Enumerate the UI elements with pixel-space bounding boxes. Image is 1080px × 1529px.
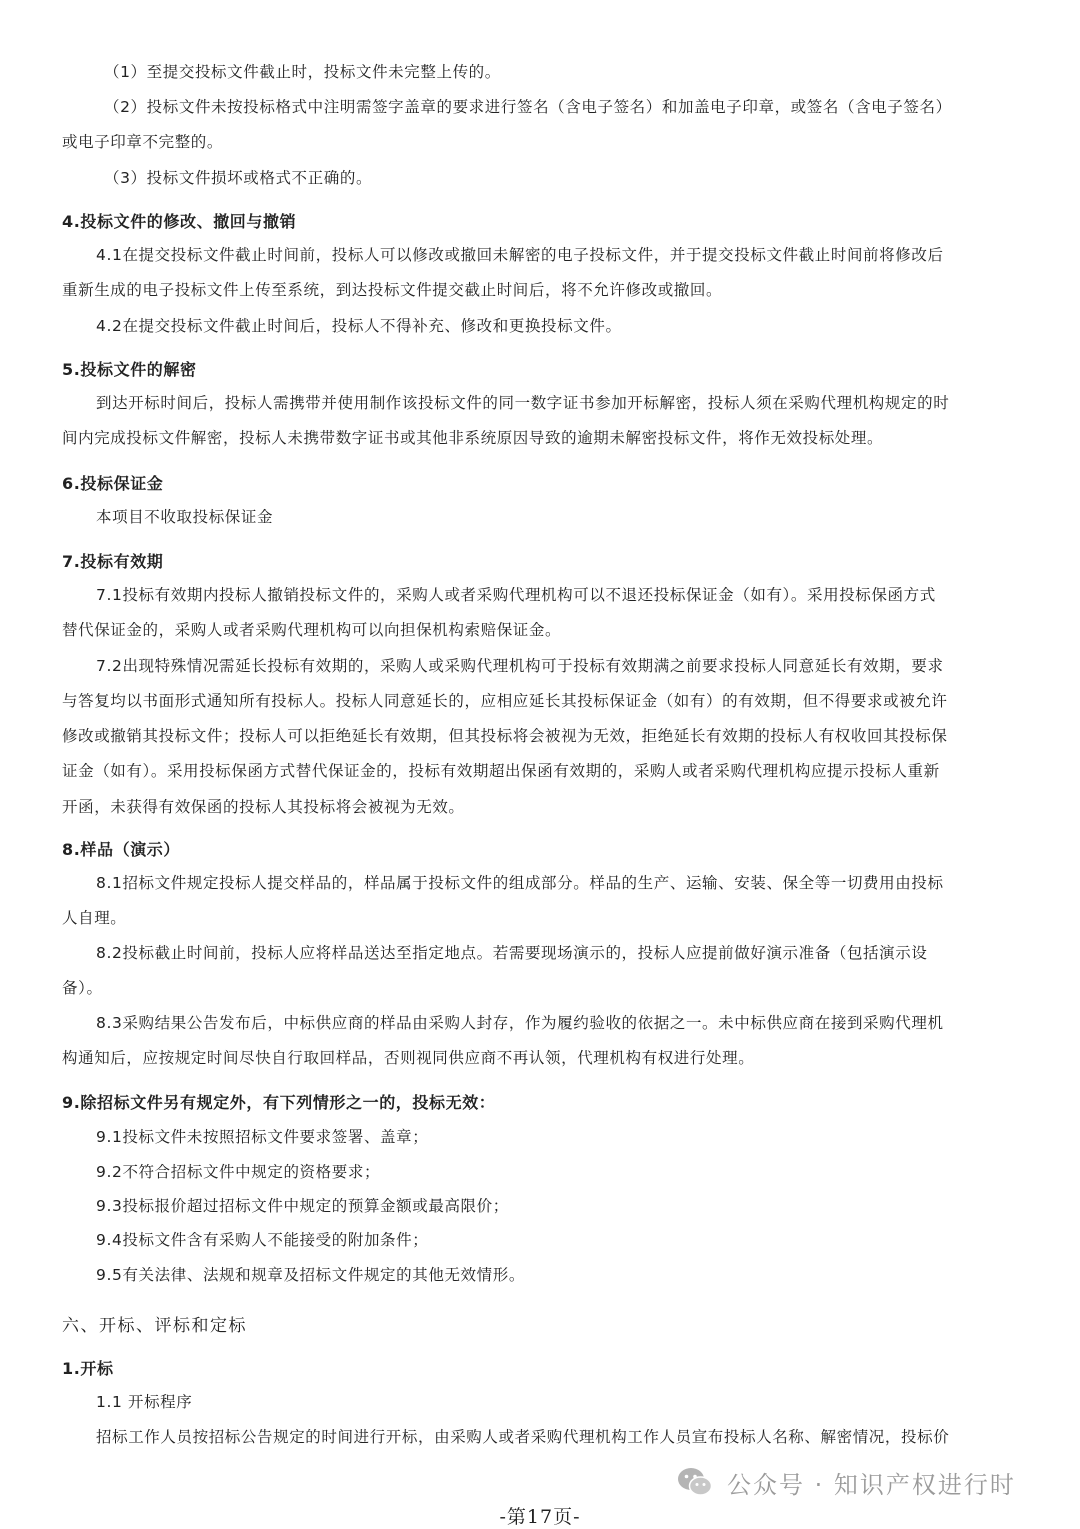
paragraph: 8.2投标截止时间前，投标人应将样品送达至指定地点。若需要现场演示的，投标人应提前做好演示准备（包括演示设 — [96, 944, 928, 962]
paragraph: 本项目不收取投标保证金 — [96, 508, 274, 526]
paragraph: 构通知后，应按规定时间尽快自行取回样品，否则视同供应商不再认领，代理机构有权进行处理。 — [62, 1049, 755, 1067]
paragraph: （1）至提交投标文件截止时，投标文件未完整上传的。 — [104, 63, 501, 81]
list-item: 9.1投标文件未按照招标文件要求签署、盖章； — [96, 1128, 429, 1146]
paragraph: 修改或撤销其投标文件；投标人可以拒绝延长有效期，但其投标将会被视为无效，拒绝延长有效期的投标人有权收回其投标保 — [62, 727, 948, 745]
paragraph: 8.3采购结果公告发布后，中标供应商的样品由采购人封存，作为履约验收的依据之一。未中标供应商在接到采购代理机 — [96, 1014, 944, 1032]
section-heading: 4.投标文件的修改、撤回与撤销 — [62, 212, 297, 231]
list-item: 9.3投标报价超过招标文件中规定的预算金额或最高限价； — [96, 1197, 509, 1215]
section-heading: 6.投标保证金 — [62, 474, 164, 493]
page-number: -第17页- — [499, 1506, 581, 1528]
paragraph: 开函，未获得有效保函的投标人其投标将会被视为无效。 — [62, 798, 465, 816]
paragraph: 重新生成的电子投标文件上传至系统，到达投标文件提交截止时间后，将不允许修改或撤回。 — [62, 281, 723, 299]
paragraph: 4.2在提交投标文件截止时间后，投标人不得补充、修改和更换投标文件。 — [96, 317, 622, 335]
paragraph: 替代保证金的，采购人或者采购代理机构可以向担保机构索赔保证金。 — [62, 621, 562, 639]
section-heading: 7.投标有效期 — [62, 552, 164, 571]
paragraph: 证金（如有）。采用投标保函方式替代保证金的，投标有效期超出保函有效期的，采购人或者采购代理机构应提示投标人重新 — [62, 762, 940, 780]
paragraph: （3）投标文件损坏或格式不正确的。 — [104, 169, 373, 187]
paragraph: 7.1投标有效期内投标人撤销投标文件的，采购人或者采购代理机构可以不退还投标保证金（如有）。采用投标保函方式 — [96, 586, 936, 604]
paragraph: 招标工作人员按招标公告规定的时间进行开标，由采购人或者采购代理机构工作人员宣布投标人名称、解密情况，投标价 — [96, 1428, 950, 1446]
list-item: 9.5有关法律、法规和规章及招标文件规定的其他无效情形。 — [96, 1266, 525, 1284]
paragraph: 或电子印章不完整的。 — [62, 133, 224, 151]
list-item: 9.4投标文件含有采购人不能接受的附加条件； — [96, 1231, 429, 1249]
paragraph: 备）。 — [62, 979, 103, 997]
watermark-text: 公众号 · 知识产权进行时 — [727, 1470, 1016, 1499]
paragraph: 与答复均以书面形式通知所有投标人。投标人同意延长的，应相应延长其投标保证金（如有）的有效期，但不得要求或被允许 — [62, 692, 948, 710]
paragraph: 间内完成投标文件解密，投标人未携带数字证书或其他非系统原因导致的逾期未解密投标文件，将作无效投标处理。 — [62, 429, 884, 447]
watermark — [675, 1462, 1016, 1502]
paragraph: 7.2出现特殊情况需延长投标有效期的，采购人或采购代理机构可于投标有效期满之前要求投标人同意延长有效期，要求 — [96, 657, 944, 675]
paragraph: （2）投标文件未按投标格式中注明需签字盖章的要求进行签名（含电子签名）和加盖电子印章，或签名（含电子签名） — [104, 98, 952, 116]
section-heading: 9.除招标文件另有规定外，有下列情形之一的，投标无效： — [62, 1093, 496, 1112]
wechat-icon — [675, 1462, 715, 1502]
list-item: 9.2不符合招标文件中规定的资格要求； — [96, 1163, 381, 1181]
paragraph: 到达开标时间后，投标人需携带并使用制作该投标文件的同一数字证书参加开标解密，投标人须在采购代理机构规定的时 — [96, 394, 950, 412]
chapter-heading: 六、开标、评标和定标 — [62, 1316, 247, 1336]
paragraph: 人自理。 — [62, 909, 127, 927]
subsection-heading: 1.1 开标程序 — [96, 1393, 193, 1411]
section-heading: 8.样品（演示） — [62, 840, 181, 859]
paragraph: 8.1招标文件规定投标人提交样品的，样品属于投标文件的组成部分。样品的生产、运输、安装、保全等一切费用由投标 — [96, 874, 944, 892]
section-heading: 5.投标文件的解密 — [62, 360, 197, 379]
section-heading: 1.开标 — [62, 1359, 114, 1378]
paragraph: 4.1在提交投标文件截止时间前，投标人可以修改或撤回未解密的电子投标文件，并于提交投标文件截止时间前将修改后 — [96, 246, 944, 264]
